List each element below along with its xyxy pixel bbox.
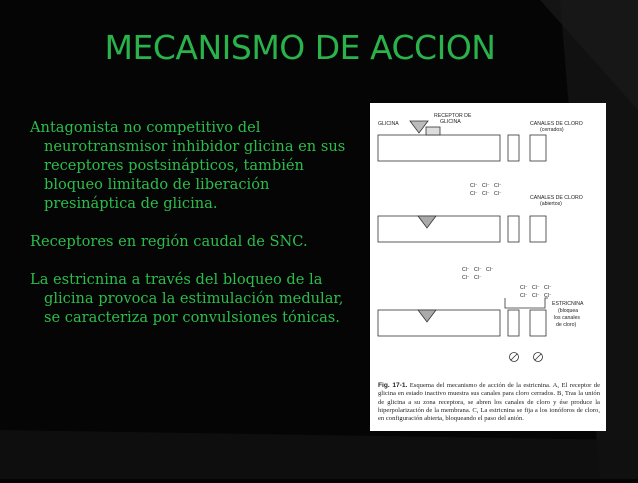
channel-icon: [508, 216, 519, 242]
chloride-label: Cl⁻: [470, 191, 478, 197]
bullet-item: Antagonista no competitivo del neurotransmisor inhibidor glicina en sus receptores postsinápticos, también bloqueo limitado de liberación presináptica de glicina.: [30, 119, 346, 212]
strychnine-bracket-icon: [505, 298, 548, 308]
caption-label: Fig. 17-1.: [378, 382, 408, 389]
figure-caption: [378, 382, 600, 423]
chloride-label: Cl⁻: [544, 285, 552, 291]
chloride-label: Cl⁻: [482, 191, 490, 197]
bullet-list: [30, 118, 360, 346]
chloride-label: Cl⁻: [532, 293, 540, 299]
receptor-block-a: [378, 135, 500, 161]
caption-text: Esquema del mecanismo de acción de la estricnina. A, El receptor de glicina en estado inactivo muestra sus canales para cloro cerrados. B, Tras la unión de glicina a su zona receptora, se abren los canales de cloro y ése produce la hiperpolarización de la membrana. C, La estricnina se fija a los ionóforos de cloro, en configuración abierta, bloqueando el paso del anión.: [378, 382, 600, 423]
chloride-label: Cl⁻: [482, 183, 490, 189]
chloride-label: Cl⁻: [494, 183, 502, 189]
label-estricnina: ESTRICNINA: [552, 301, 584, 307]
receptor-site-icon: [426, 127, 440, 135]
chloride-label: Cl⁻: [462, 275, 470, 281]
label-estricnina-note: los canales: [554, 315, 580, 321]
chloride-label: Cl⁻: [532, 285, 540, 291]
label-estricnina-note: (bloquea: [558, 308, 579, 314]
label-receptor: RECEPTOR DE: [434, 113, 472, 119]
receptor-block-b: [378, 216, 500, 242]
glycine-molecule-icon: [410, 121, 428, 133]
chloride-label: Cl⁻: [520, 285, 528, 291]
chloride-label: Cl⁻: [470, 183, 478, 189]
chloride-label: Cl⁻: [462, 267, 470, 273]
chloride-label: Cl⁻: [486, 267, 494, 273]
label-abiertos-state: (abiertos): [540, 201, 562, 207]
label-canales-abiertos: CANALES DE CLORO: [530, 195, 583, 201]
label-canales-cerrados: CANALES DE CLORO: [530, 121, 583, 127]
chloride-label: Cl⁻: [520, 293, 528, 299]
channel-icon: [530, 310, 546, 336]
label-estricnina-note: de cloro): [556, 322, 577, 328]
chloride-label: Cl⁻: [474, 275, 482, 281]
channel-icon: [508, 310, 519, 336]
chloride-label: Cl⁻: [474, 267, 482, 273]
label-receptor-2: GLICINA: [440, 119, 461, 125]
chloride-label: Cl⁻: [544, 293, 552, 299]
strychnine-mechanism-figure: [370, 103, 606, 431]
receptor-block-c: [378, 310, 500, 336]
channel-icon: [530, 216, 546, 242]
glycine-bound-icon: [418, 216, 436, 228]
label-cerrados-state: (cerrados): [540, 127, 564, 133]
chloride-label: Cl⁻: [494, 191, 502, 197]
glycine-bound-icon: [418, 310, 436, 322]
channel-icon: [508, 135, 519, 161]
label-glicina: GLICINA: [378, 121, 399, 127]
bullet-item: La estricnina a través del bloqueo de la glicina provoca la estimulación medular, se caracteriza por convulsiones tónicas.: [30, 271, 344, 326]
slide-title: MECANISMO DE ACCION: [104, 28, 496, 67]
bullet-item: Receptores en región caudal de SNC.: [30, 233, 308, 250]
channel-icon: [530, 135, 546, 161]
